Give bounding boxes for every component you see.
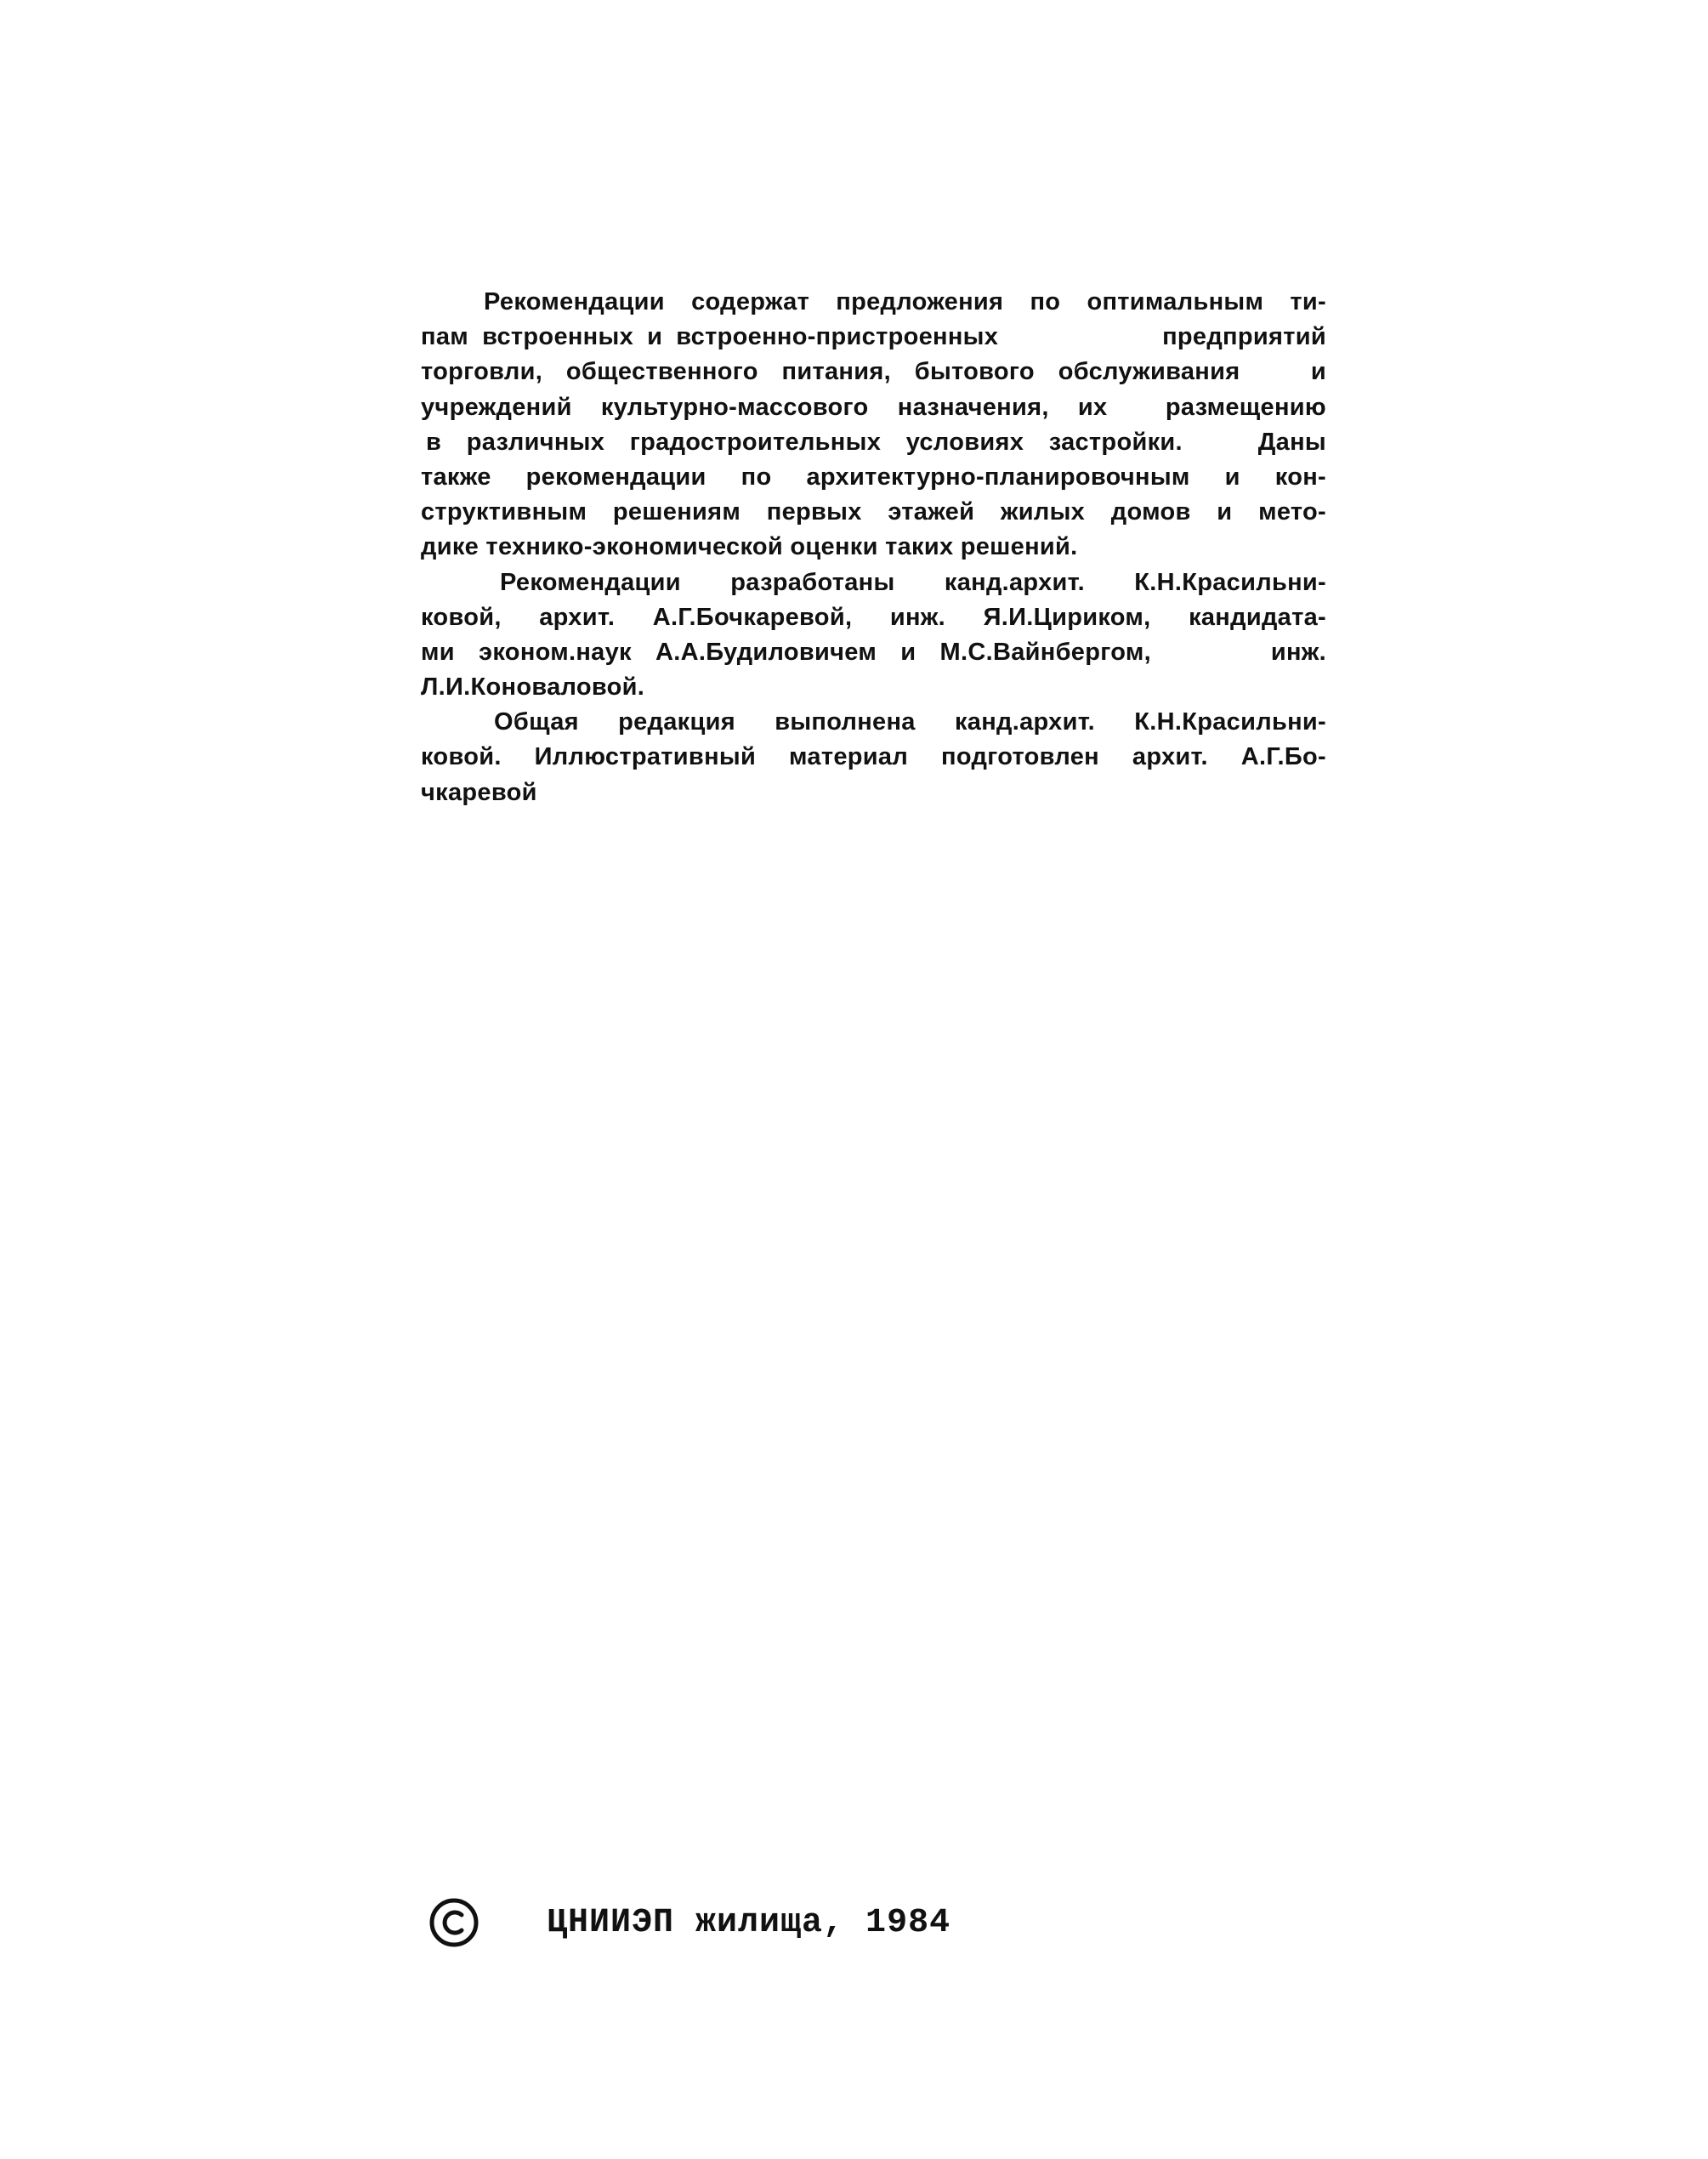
text-line: также рекомендации по архитектурно-планировочным и кон- [421, 463, 1326, 491]
text-line: Рекомендации разработаны канд.архит. К.Н.Красильни- [500, 568, 1326, 596]
text-line: Рекомендации содержат предложения по оптимальным ти- [484, 288, 1326, 315]
copyright-text: ЦНИИЭП жилища, 1984 [547, 1903, 951, 1942]
text-line: пам встроенных и встроенно-пристроенных предприятий [421, 323, 1326, 351]
text-line: ковой. Иллюстративный материал подготовлен архит. А.Г.Бо- [421, 743, 1326, 771]
text-line: дике технико-экономической оценки таких решений. [421, 533, 1078, 561]
text-line: ковой, архит. А.Г.Бочкаревой, инж. Я.И.Цириком, кандидата- [421, 603, 1326, 631]
copyright-icon [429, 1898, 479, 1947]
text-line: ми эконом.наук А.А.Будиловичем и М.С.Вайнбергом, инж. [421, 638, 1326, 666]
text-line: чкаревой [421, 778, 537, 806]
text-line: Л.И.Коноваловой. [421, 673, 645, 702]
text-line: в различных градостроительных условиях застройки. Даны [426, 428, 1326, 456]
text-line: Общая редакция выполнена канд.архит. К.Н.Красильни- [494, 708, 1326, 736]
text-line: торговли, общественного питания, бытового обслуживания и [421, 358, 1326, 386]
text-line: учреждений культурно-массового назначения, их размещению [421, 393, 1326, 421]
text-line: структивным решениям первых этажей жилых домов и мето- [421, 498, 1326, 526]
abstract-text [421, 285, 1326, 810]
copyright-notice [429, 1893, 950, 1952]
